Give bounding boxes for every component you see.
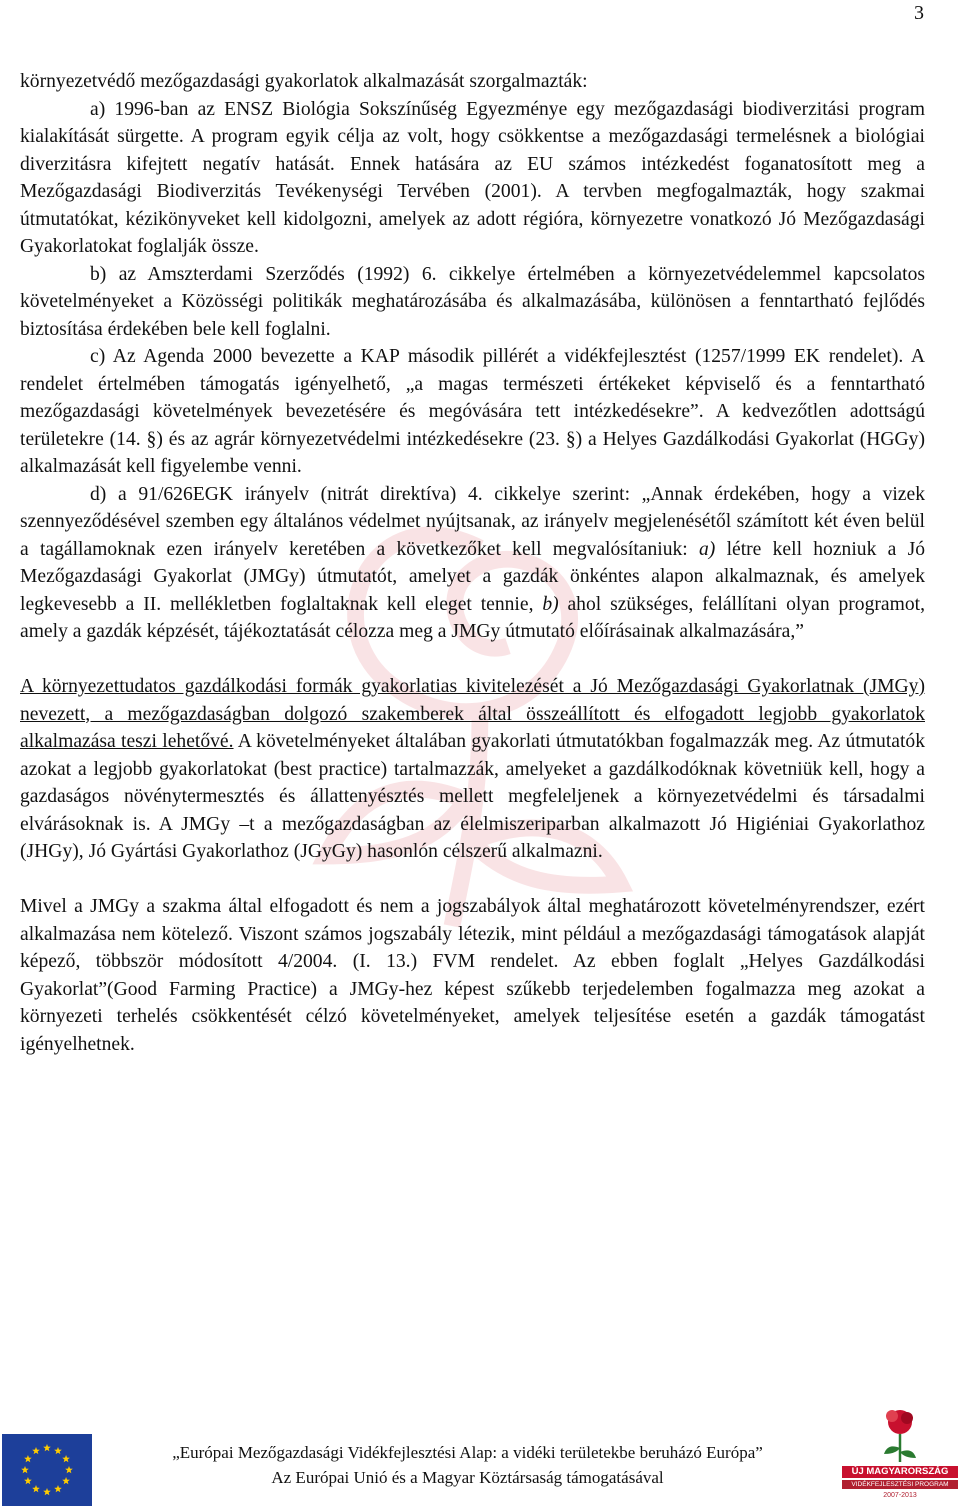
uj-magyarorszag-logo-icon [842, 1400, 958, 1466]
logo-subtitle: VIDÉKFEJLESZTÉSI PROGRAM [842, 1480, 958, 1489]
logo-years: 2007-2013 [883, 1492, 917, 1499]
page-number: 3 [914, 2, 924, 24]
underlined-definition: A környezettudatos gazdálkodási formák gyakorlatias kivitelezését a Jó Mezőgazdasági Gyakorlatnak (JMGy) nevezett, a mezőgazdaságban dolgozó szakemberek által összeállított és elfogadott legjobb gyakorlatok alkalmazása teszi lehetővé. [20, 676, 925, 752]
eu-flag-icon [2, 1434, 92, 1506]
footer-line-2: Az Európai Unió és a Magyar Köztársaság támogatásával [271, 1468, 664, 1487]
paragraph-intro: környezetvédő mezőgazdasági gyakorlatok alkalmazását szorgalmazták: [20, 71, 588, 92]
paragraph-jmgy-rest: A követelményeket általában gyakorlati útmutatókban fogalmazzák meg. Az útmutatók azokat a legjobb gyakorlatokat (best practice) tartalmazzák, amelyeket a gazdálkodóknak követniük kell, hogy a gazdaságos növénytermesztés és állattenyésztés mellett megfeleljenek a környezetvédelmi és társadalmi elvárásoknak is. A JMGy –t a mezőgazdaságban az élelmiszeriparban alkalmazott Jó Higiéniai Gyakorlathoz (JHGy), Jó Gyártási Gyakorlathoz (JGyGy) hasonlón célszerű alkalmazni. [20, 731, 925, 862]
paragraph-d [20, 481, 925, 646]
paragraph-spacer [20, 646, 925, 674]
paragraph-d-part-3: ahol szükséges, felállítani olyan programot, amely a gazdák képzését, tájékoztatását célozza meg a JMGy útmutató előírásainak alkalmazására,” [20, 593, 925, 642]
paragraph-a: a) 1996-ban az ENSZ Biológia Sokszínűség Egyezménye egy mezőgazdasági biodiverzitási program kialakítását sürgette. A program egyik célja az volt, hogy csökkentse a mezőgazdasági termelésnek a biológiai diverzitásra kifejtett negatív hatását. Ennek hatására az EU számos intézkedést foganatosított meg a Mezőgazdasági Biodiverzitás Tevékenységi Tervében (2001). A tervben megfogalmazták, hogy szakmai útmutatókat, kézikönyveket kell kidolgozni, amelyek az adott régióra, környezetre vonatkozó Jó Mezőgazdasági Gyakorlatokat foglalják össze. [20, 98, 925, 257]
paragraph-d-part-1: d) a 91/626EGK irányelv (nitrát direktíva) 4. cikkelye szerint: „Annak érdekében, hogy a vizek szennyeződésével szemben egy általános védelmet nyújtsanak, az irányelv megjelenésétől számított két éven belül a tagállamoknak ezen irányelv keretében a következőket kell megvalósítaniuk: [20, 483, 925, 560]
paragraph-jmgy [20, 673, 925, 866]
paragraph-b: b) az Amszterdami Szerződés (1992) 6. cikkelye értelmében a környezetvédelemmel kapcsolatos követelményeket a Közösségi politikák meghatározásába és alkalmazásába, különösen a fenntartható fejlődés biztosítása érdekében bele kell foglalni. [20, 263, 925, 340]
paragraph-d-part-2: létre kell hozniuk a Jó Mezőgazdasági Gyakorlat (JMGy) útmutatót, amelyet a gazdák önkéntes alapon alkalmaznak, és amelyek legkevesebb a II. mellékletben foglaltaknak kell eleget tennie, [20, 538, 925, 615]
paragraph-spacer [20, 866, 925, 894]
logo-title: ÚJ MAGYARORSZÁG [842, 1466, 958, 1478]
paragraph-regulation: Mivel a JMGy a szakma által elfogadott és nem a jogszabályok által meghatározott követelményrendszer, ezért alkalmazása nem kötelező. Viszont számos jogszabály létezik, mint például a mezőgazdasági támogatások alapját képező, többször módosított 4/2004. (I. 13.) FVM rendelet. Az ebben foglalt „Helyes Gazdálkodási Gyakorlat”(Good Farming Practice) a JMGy-hez képest szűkebb terjedelemben fogalmazza meg azokat a környezeti terhelés csökkentését célzó követelményeket, amelyek teljesítése esetén a gazdák támogatást igényelhetnek. [20, 896, 925, 1055]
paragraph-d-italic-b: b) [542, 593, 559, 615]
paragraph-d-italic-a: a) [699, 538, 716, 560]
document-body [20, 68, 925, 1058]
paragraph-c: c) Az Agenda 2000 bevezette a KAP második pillérét a vidékfejlesztést (1257/1999 EK rendelet). A rendelet értelmében támogatás igényelhető, „a magas természeti értékeket képviselő és a fenntartható mezőgazdasági követelmények bevezetésére és megóvására tett intézkedésekre”. A kedvezőtlen adottságú területekre (14. §) és az agrár környezetvédelmi intézkedésekre (23. §) a Helyes Gazdálkodási Gyakorlat (HGGy) alkalmazását kell figyelembe venni. [20, 346, 925, 477]
footer-line-1: „Európai Mezőgazdasági Vidékfejlesztési Alap: a vidéki területekbe beruházó Európa” [172, 1443, 763, 1462]
